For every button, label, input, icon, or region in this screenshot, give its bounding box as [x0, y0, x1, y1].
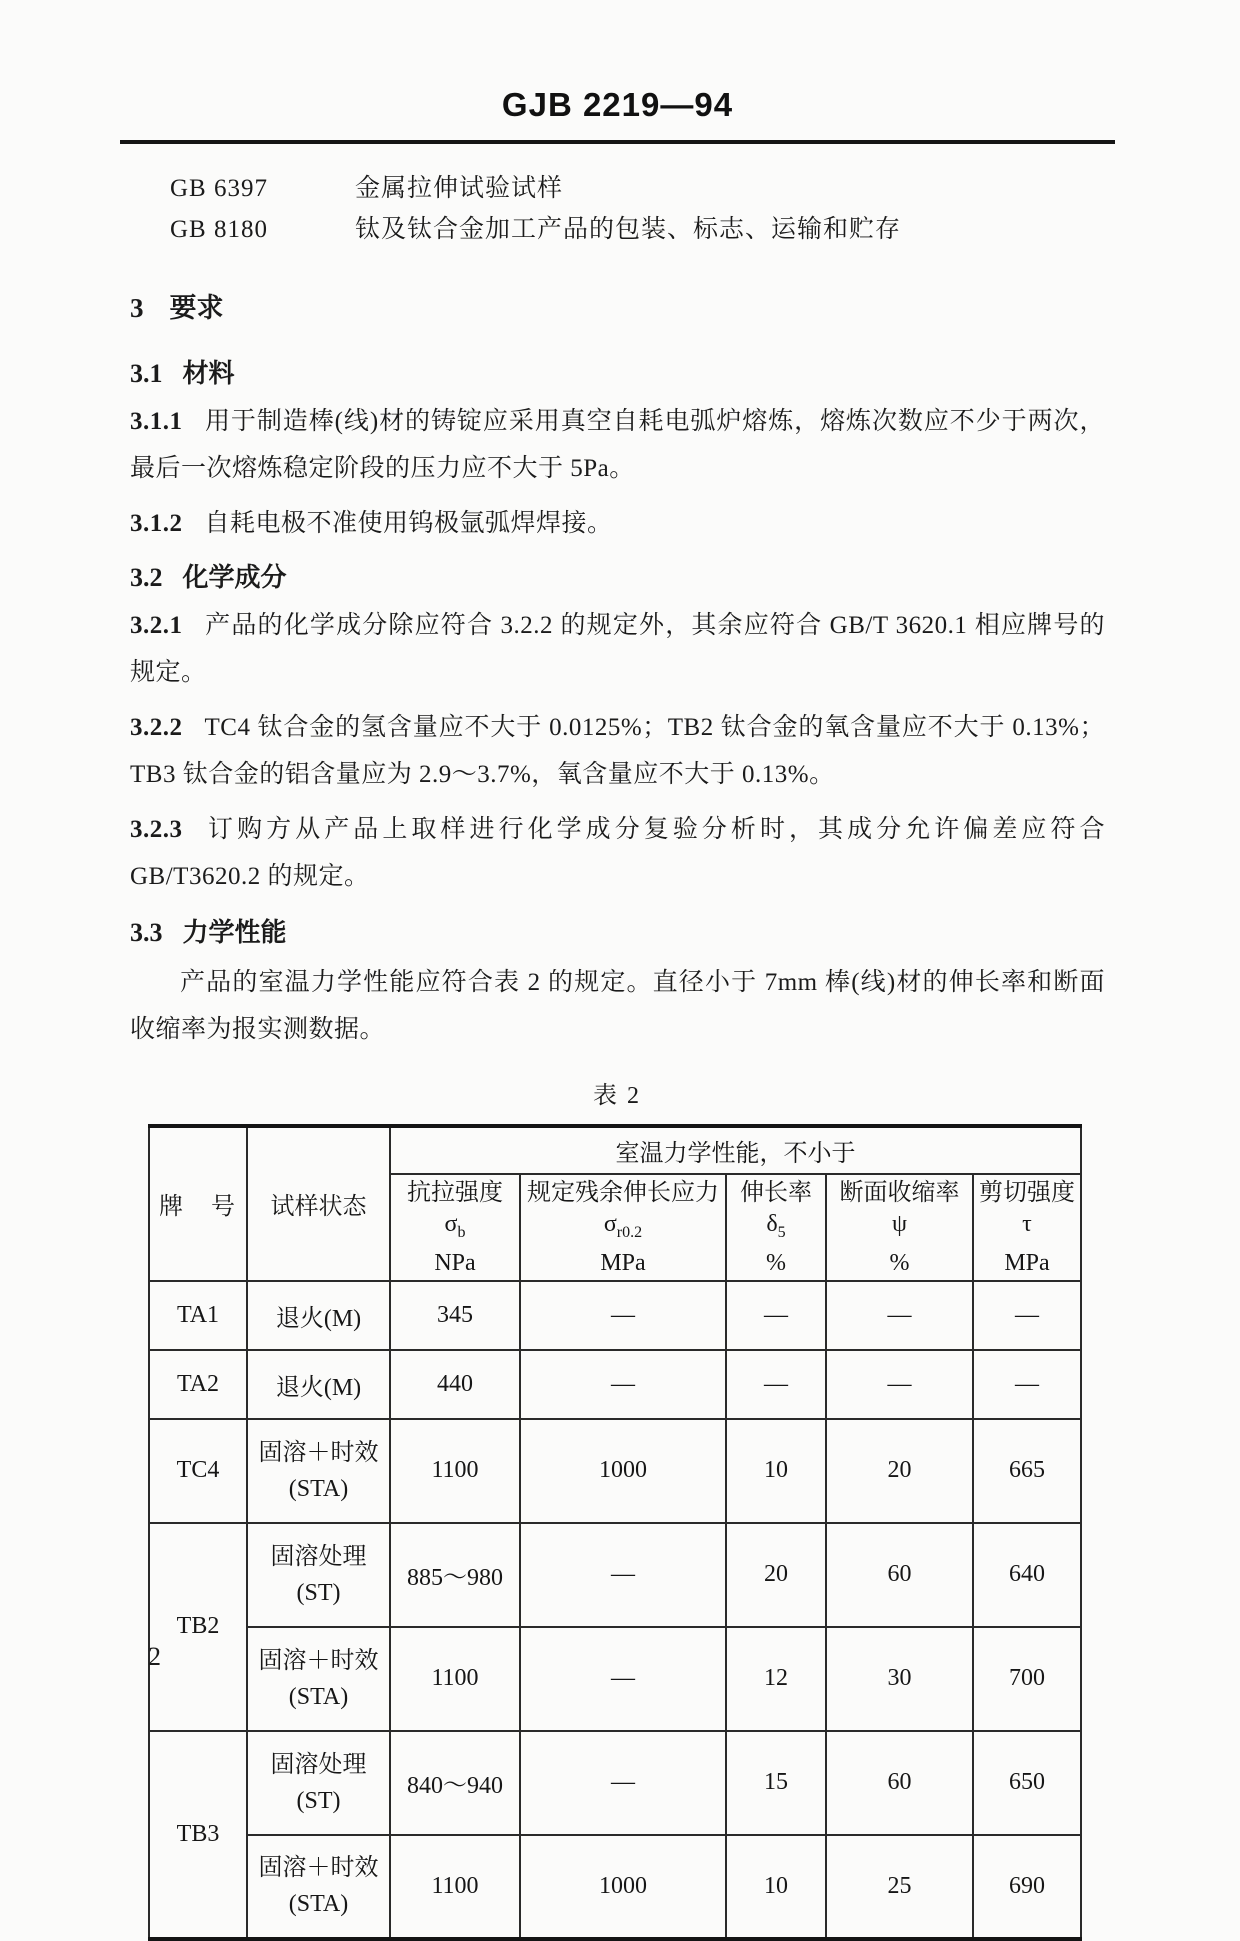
value-cell: —	[520, 1281, 726, 1350]
column-symbol: ψ	[891, 1211, 908, 1237]
value-cell: 10	[726, 1419, 826, 1523]
state-cell: 固溶＋时效 (STA)	[247, 1627, 390, 1731]
state-cell: 固溶处理 (ST)	[247, 1731, 390, 1835]
value-cell: —	[520, 1731, 726, 1835]
value-cell: —	[826, 1281, 973, 1350]
clause-text: 用于制造棒(线)材的铸锭应采用真空自耗电弧炉熔炼，熔炼次数应不少于两次，最后一次熔炼稳定阶段的压力应不大于 5Pa。	[130, 408, 1105, 482]
grade-cell: TC4	[149, 1419, 247, 1523]
table-row	[149, 1835, 1081, 1939]
table-row	[149, 1523, 1081, 1627]
column-name: 剪切强度	[979, 1180, 1075, 1206]
column-symbol: $\sigma_{r0.2}$	[603, 1211, 643, 1241]
reference-title: 金属拉伸试验试样	[355, 175, 564, 202]
mechanical-properties-table	[148, 1124, 1082, 1941]
value-cell: —	[826, 1350, 973, 1419]
value-cell: 690	[973, 1835, 1081, 1939]
clause-number: 3.1.1	[130, 408, 183, 435]
column-name: 规定残余伸长应力	[527, 1180, 719, 1206]
value-cell: 665	[973, 1419, 1081, 1523]
section-title: 力学性能	[182, 917, 287, 947]
clause-text: 订购方从产品上取样进行化学成分复验分析时，其成分允许偏差应符合 GB/T3620.2 的规定。	[130, 816, 1105, 890]
state-cell: 固溶处理 (ST)	[247, 1523, 390, 1627]
value-cell: 15	[726, 1731, 826, 1835]
value-cell: 700	[973, 1627, 1081, 1731]
value-cell: 1100	[390, 1835, 520, 1939]
section-number: 3.3	[130, 918, 163, 947]
value-cell: 885～980	[390, 1523, 520, 1627]
clause-text: TC4 钛合金的氢含量应不大于 0.0125%；TB2 钛合金的氧含量应不大于 0.13%；TB3 钛合金的铝含量应为 2.9～3.7%，氧含量应不大于 0.13%。	[130, 714, 1105, 788]
value-cell: 345	[390, 1281, 520, 1350]
state-column-header: 试样状态	[247, 1126, 390, 1281]
reference-item	[130, 209, 1105, 250]
value-cell: —	[520, 1627, 726, 1731]
value-cell: 440	[390, 1350, 520, 1419]
reference-code: GB 8180	[170, 216, 268, 243]
column-header-tensile	[390, 1174, 520, 1281]
value-cell: 60	[826, 1731, 973, 1835]
clause-3-2-3	[130, 806, 1105, 900]
clause-number: 3.2.1	[130, 612, 183, 639]
grade-column-header: 牌 号	[149, 1126, 247, 1281]
clause-number: 3.2.3	[130, 816, 183, 843]
mechanical-properties-paragraph: 产品的室温力学性能应符合表 2 的规定。直径小于 7mm 棒(线)材的伸长率和断面收缩率为报实测数据。	[130, 969, 1105, 1043]
table-header-row-1	[149, 1126, 1081, 1174]
clause-number: 3.2.2	[130, 714, 183, 741]
value-cell: 1100	[390, 1419, 520, 1523]
column-unit: MPa	[1004, 1249, 1050, 1276]
standard-code-header: GJB 2219—94	[501, 86, 734, 123]
state-cell: 固溶＋时效 (STA)	[247, 1419, 390, 1523]
value-cell: 20	[826, 1419, 973, 1523]
value-cell: 30	[826, 1627, 973, 1731]
value-cell: —	[973, 1350, 1081, 1419]
value-cell: 1100	[390, 1627, 520, 1731]
table-row	[149, 1419, 1081, 1523]
column-header-residual	[520, 1174, 726, 1281]
value-cell: —	[520, 1350, 726, 1419]
value-cell: 10	[726, 1835, 826, 1939]
clause-3-2-2	[130, 704, 1105, 798]
section-heading-3-3	[130, 912, 1105, 949]
grade-cell: TB2	[149, 1523, 247, 1731]
section-title: 化学成分	[182, 562, 287, 592]
reference-code: GB 6397	[170, 175, 268, 202]
column-symbol: $\delta_5$	[766, 1211, 786, 1241]
page-number: 2	[148, 1642, 161, 1671]
value-cell: 60	[826, 1523, 973, 1627]
clause-3-2-1	[130, 602, 1105, 696]
value-cell: —	[726, 1350, 826, 1419]
state-cell: 固溶＋时效 (STA)	[247, 1835, 390, 1939]
span-header: 室温力学性能，不小于	[390, 1126, 1081, 1174]
value-cell: 12	[726, 1627, 826, 1731]
column-name: 伸长率	[740, 1180, 812, 1206]
reference-list	[130, 168, 1105, 250]
section-title: 要求	[169, 293, 224, 323]
value-cell: 640	[973, 1523, 1081, 1627]
value-cell: 1000	[520, 1419, 726, 1523]
value-cell: 1000	[520, 1835, 726, 1939]
value-cell: 20	[726, 1523, 826, 1627]
column-symbol: $\sigma_b$	[444, 1211, 466, 1241]
clause-text: 自耗电极不准使用钨极氩弧焊焊接。	[204, 510, 613, 537]
section-number: 3.2	[130, 563, 163, 592]
section-heading-3	[130, 286, 1105, 325]
grade-cell: TA2	[149, 1350, 247, 1419]
column-symbol: τ	[1022, 1211, 1032, 1237]
section-number: 3.1	[130, 359, 163, 388]
column-unit: NPa	[434, 1249, 476, 1276]
section-title: 材料	[182, 358, 235, 388]
reference-item	[130, 168, 1105, 209]
clause-number: 3.1.2	[130, 510, 183, 537]
table-row	[149, 1281, 1081, 1350]
grade-cell: TA1	[149, 1281, 247, 1350]
column-name: 抗拉强度	[407, 1180, 503, 1206]
section-heading-3-1	[130, 353, 1105, 390]
table-row	[149, 1731, 1081, 1835]
value-cell: —	[726, 1281, 826, 1350]
header-rule	[120, 140, 1115, 144]
value-cell: 25	[826, 1835, 973, 1939]
clause-3-1-2	[130, 500, 1105, 547]
table-row	[149, 1627, 1081, 1731]
section-heading-3-2	[130, 557, 1105, 594]
value-cell: —	[520, 1523, 726, 1627]
column-header-elongation	[726, 1174, 826, 1281]
clause-3-1-1	[130, 398, 1105, 492]
clause-text: 产品的化学成分除应符合 3.2.2 的规定外，其余应符合 GB/T 3620.1 相应牌号的规定。	[130, 612, 1105, 686]
column-name: 断面收缩率	[839, 1180, 960, 1206]
table-caption: 表 2	[593, 1083, 641, 1109]
column-header-reduction	[826, 1174, 973, 1281]
state-cell: 退火(M)	[247, 1350, 390, 1419]
state-cell: 退火(M)	[247, 1281, 390, 1350]
table-row	[149, 1350, 1081, 1419]
reference-title: 钛及钛合金加工产品的包装、标志、运输和贮存	[355, 216, 902, 243]
value-cell: 650	[973, 1731, 1081, 1835]
column-unit: %	[766, 1249, 786, 1276]
value-cell: —	[973, 1281, 1081, 1350]
grade-cell: TB3	[149, 1731, 247, 1939]
column-unit: MPa	[600, 1249, 646, 1276]
column-header-shear	[973, 1174, 1081, 1281]
column-unit: %	[889, 1249, 910, 1276]
section-number: 3	[130, 293, 144, 323]
value-cell: 840～940	[390, 1731, 520, 1835]
